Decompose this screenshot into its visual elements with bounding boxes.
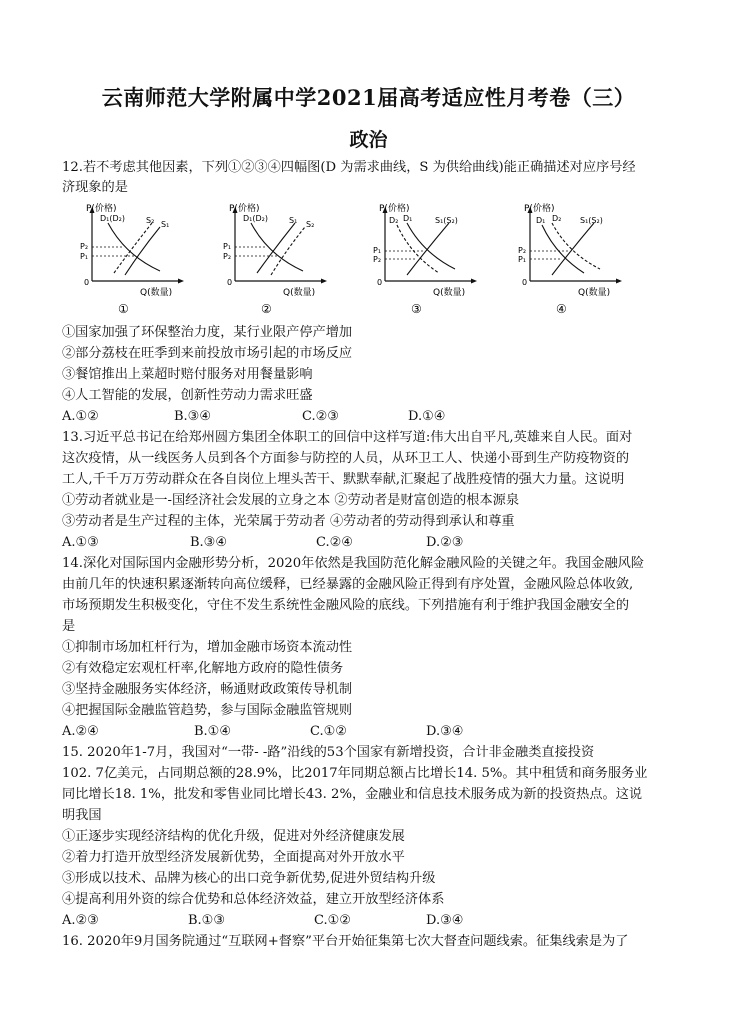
fig3-curve-c: S₁(S₂) xyxy=(435,216,458,225)
q14-item-3: ③坚持金融服务实体经济，畅通财政政策传导机制 xyxy=(62,682,353,697)
q14-options xyxy=(62,722,682,742)
q13-item-2: ③劳动者是生产过程的主体，光荣属于劳动者 ④劳动者的劳动得到承认和尊重 xyxy=(62,514,515,529)
q14-option-c[interactable]: C.①② xyxy=(310,724,347,739)
q12-option-a[interactable]: A.①② xyxy=(62,409,99,424)
q14-option-b[interactable]: B.①④ xyxy=(194,724,231,739)
fig3-p-top: P₁ xyxy=(373,246,382,255)
subject-title: 政治 xyxy=(349,129,388,151)
fig3-curve-a: D₂ xyxy=(389,216,399,225)
fig2-ylabel: P(价格) xyxy=(229,204,260,214)
q12-item-4: ④人工智能的发展，创新性劳动力需求旺盛 xyxy=(62,388,313,403)
figure-4 xyxy=(518,203,663,323)
fig2-origin: 0 xyxy=(227,278,233,287)
q15-item-2: ②着力打造开放型经济发展新优势，全面提高对外开放水平 xyxy=(62,850,405,865)
figure-1 xyxy=(80,203,225,323)
fig1-curve-a: D₁(D₂) xyxy=(100,214,125,223)
q15-stem-line-2: 102. 7亿美元，占同期总额的28.9%，比2017年同期总额占比增长14. 5%。其中租赁和商务服务业 xyxy=(62,766,648,781)
fig2-p-bot: P₂ xyxy=(223,252,232,261)
exam-title: 云南师范大学附属中学2021届高考适应性月考卷（三） xyxy=(101,85,636,110)
q12-item-1: ①国家加强了环保整治力度，某行业限产停产增加 xyxy=(62,325,353,340)
q15-item-3: ③形成以技术、品牌为核心的出口竞争新优势,促进外贸结构升级 xyxy=(62,871,436,886)
fig2-curve-a: D₁(D₂) xyxy=(243,214,268,223)
fig4-curve-a: D₁ xyxy=(536,216,546,225)
q12-stem-line-1: 12.若不考虑其他因素，下列①②③④四幅图(D 为需求曲线，S 为供给曲线)能正确描述对应序号经 xyxy=(62,160,636,175)
fig4-origin: 0 xyxy=(522,278,528,287)
q13-option-a[interactable]: A.①③ xyxy=(62,535,99,550)
fig4-curve-b: D₂ xyxy=(552,214,562,223)
fig1-number: ① xyxy=(118,302,129,316)
fig1-origin: 0 xyxy=(84,278,90,287)
q15-option-c[interactable]: C.①② xyxy=(314,913,351,928)
q13-stem-line-1: 13.习近平总书记在给郑州圆方集团全体职工的回信中这样写道:伟大出自平凡,英雄来自人民。面对 xyxy=(62,430,633,445)
fig1-p-bot: P₁ xyxy=(80,252,89,261)
fig2-number: ② xyxy=(261,302,272,316)
q15-stem-line-1: 15. 2020年1-7月，我国对“一带- -路”沿线的53个国家有新增投资，合计非金融类直接投资 xyxy=(62,745,595,760)
fig2-p-top: P₁ xyxy=(223,242,232,251)
q14-item-1: ①抑制市场加杠杆行为，增加金融市场资本流动性 xyxy=(62,640,353,655)
q14-stem-line-1: 14.深化对国际国内金融形势分析，2020年依然是我国防范化解金融风险的关键之年。我国金融风险 xyxy=(62,556,645,571)
fig1-p-top: P₂ xyxy=(80,242,89,251)
q15-option-a[interactable]: A.②③ xyxy=(62,913,99,928)
q12-item-2: ②部分荔枝在旺季到来前投放市场引起的市场反应 xyxy=(62,346,353,361)
q14-item-2: ②有效稳定宏观杠杆率,化解地方政府的隐性债务 xyxy=(62,661,344,676)
fig3-p-bot: P₂ xyxy=(373,255,382,264)
fig2-xlabel: Q(数量) xyxy=(283,288,316,298)
fig3-curve-b: D₁ xyxy=(403,214,413,223)
q13-stem-line-2: 这次疫情，从一线医务人员到各个方面参与防控的人员，从环卫工人、快递小哥到生产防疫物资的 xyxy=(62,451,630,466)
fig4-p-bot: P₁ xyxy=(518,255,527,264)
q15-item-4: ④提高利用外资的综合优势和总体经济效益，建立开放型经济体系 xyxy=(62,892,445,907)
q14-stem-line-3: 市场预期发生积极变化，守住不发生系统性金融风险的底线。下列措施有利于维护我国金融安全的 xyxy=(62,598,630,613)
q14-stem-line-2: 由前几年的快速积累逐渐转向高位缓释，已经暴露的金融风险正得到有序处置，金融风险总体收敛, xyxy=(62,577,634,592)
q13-option-b[interactable]: B.③④ xyxy=(190,535,227,550)
fig1-xlabel: Q(数量) xyxy=(140,288,173,298)
fig1-ylabel: P(价格) xyxy=(86,204,117,214)
q13-options xyxy=(62,533,682,553)
fig1-curve-b: S₂ xyxy=(146,216,155,225)
q14-item-4: ④把握国际金融监管趋势，参与国际金融监管规则 xyxy=(62,703,353,718)
q13-stem-line-3: 工人,千千万万劳动群众在各自岗位上埋头苦干、默默奉献,汇聚起了战胜疫情的强大力量。这说明 xyxy=(62,472,625,487)
fig4-number: ④ xyxy=(556,302,567,316)
q12-item-3: ③餐馆推出上菜超时赔付服务对用餐量影响 xyxy=(62,367,313,382)
figure-3 xyxy=(373,203,518,323)
q12-option-b[interactable]: B.③④ xyxy=(174,409,211,424)
q15-stem-line-4: 明我国 xyxy=(62,808,102,823)
q15-options xyxy=(62,911,682,931)
q13-option-c[interactable]: C.②④ xyxy=(316,535,353,550)
fig2-curve-b: S₁ xyxy=(289,216,298,225)
q14-option-a[interactable]: A.②④ xyxy=(62,724,99,739)
q12-stem-line-2: 济现象的是 xyxy=(62,180,128,195)
q14-option-d[interactable]: D.③④ xyxy=(426,724,464,739)
q15-stem-line-3: 同比增长18. 1%，批发和零售业同比增长43. 2%，金融业和信息技术服务成为新的投资热点。这说 xyxy=(62,787,643,802)
q13-option-d[interactable]: D.②③ xyxy=(426,535,464,550)
figure-2 xyxy=(223,203,368,323)
fig3-origin: 0 xyxy=(377,278,383,287)
q15-option-d[interactable]: D.③④ xyxy=(426,913,464,928)
q16-stem-line-1: 16. 2020年9月国务院通过“互联网+督察”平台开始征集第七次大督查问题线索。征集线索是为了 xyxy=(62,934,629,949)
fig4-p-top: P₂ xyxy=(518,246,527,255)
q12-options xyxy=(62,407,682,427)
fig2-curve-c: S₂ xyxy=(306,220,315,229)
q13-item-1: ①劳动者就业是一-国经济社会发展的立身之本 ②劳动者是财富创造的根本源泉 xyxy=(62,493,520,508)
fig4-curve-c: S₁(S₂) xyxy=(580,216,603,225)
fig3-xlabel: Q(数量) xyxy=(433,288,466,298)
fig3-number: ③ xyxy=(411,302,422,316)
fig4-ylabel: P(价格) xyxy=(524,204,555,214)
q12-option-c[interactable]: C.②③ xyxy=(302,409,339,424)
fig3-ylabel: P(价格) xyxy=(379,204,410,214)
q12-option-d[interactable]: D.①④ xyxy=(408,409,446,424)
q15-option-b[interactable]: B.①③ xyxy=(188,913,225,928)
fig4-xlabel: Q(数量) xyxy=(578,288,611,298)
fig1-curve-c: S₁ xyxy=(161,220,170,229)
q15-item-1: ①正逐步实现经济结构的优化升级，促进对外经济健康发展 xyxy=(62,829,405,844)
q14-stem-line-4: 是 xyxy=(62,619,76,634)
